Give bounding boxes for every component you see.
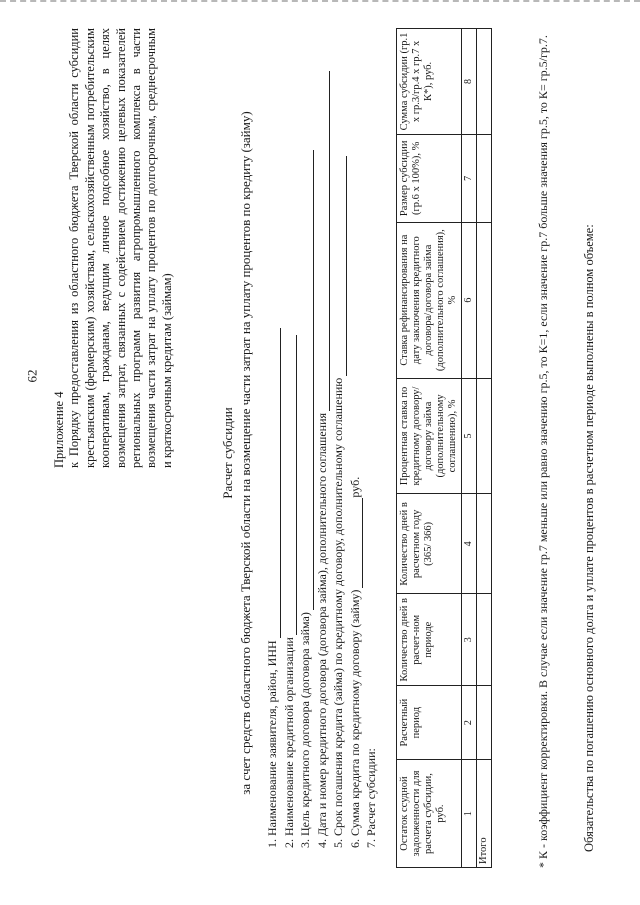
column-number: 4	[462, 494, 477, 594]
table-cell[interactable]	[477, 134, 492, 222]
fill-line[interactable]	[285, 335, 297, 635]
table-header-cell: Количество дней в расчетном году (365/ 366)	[397, 494, 462, 594]
obligations-statement: Обязательства по погашению основного долга и уплате процентов в расчетном периоде выполнены в полном объеме:	[582, 224, 596, 852]
field-label: 4. Дата и номер кредитного договора (договора займа), дополнительного соглашения	[314, 412, 329, 848]
table-header-row	[397, 29, 462, 868]
column-number: 2	[462, 686, 477, 760]
fill-line[interactable]	[335, 156, 347, 376]
table-number-row	[462, 29, 477, 868]
table-header-cell: Ставка рефинансирования на дату заключения кредитного договора/договора займа (дополнительного соглашения), %	[397, 222, 462, 378]
column-number: 3	[462, 594, 477, 686]
table-header-cell: Остаток ссудной задолженности для расчета субсидии, руб.	[397, 760, 462, 868]
table-header-cell: Размер субсидии (гр.6 х 100%), %	[397, 134, 462, 222]
table-header-cell: Процентная ставка по кредитному договору/договору займа (дополнительному соглашению), %	[397, 378, 462, 494]
column-number: 7	[462, 134, 477, 222]
field-label: 3. Цель кредитного договора (договора займа)	[298, 612, 312, 848]
table-cell[interactable]	[477, 494, 492, 594]
field-credit-amount	[347, 28, 364, 848]
page-top-edge	[0, 0, 640, 3]
field-suffix: руб.	[347, 476, 362, 498]
field-label: 6. Сумма кредита по кредитному договору (займу)	[347, 589, 362, 848]
column-number: 5	[462, 378, 477, 494]
rotated-page-content	[52, 28, 612, 878]
form-fields	[264, 28, 380, 848]
field-label: 7. Расчет субсидии:	[364, 748, 378, 848]
page-number: 62	[24, 369, 40, 383]
table-total-row	[477, 29, 492, 868]
footnote: * К - коэффициент корректировки. В случае если значение гр.7 меньше или равно значению гр.5, то К=1, если значение гр.7 больше значения гр.5, то К= гр.5/гр.7.	[536, 35, 550, 868]
appendix-heading: Приложение 4	[52, 391, 66, 468]
column-number: 1	[462, 760, 477, 868]
subsidy-table	[396, 28, 492, 868]
table-cell[interactable]	[477, 378, 492, 494]
field-label: 5. Срок погашения кредита (займа) по кредитному договору, дополнительному соглашению	[331, 377, 345, 848]
table-cell[interactable]	[477, 29, 492, 135]
total-label: Итого	[477, 760, 492, 868]
appendix-block	[52, 28, 175, 468]
document-title: Расчет субсидии	[220, 407, 235, 499]
document-subtitle: за счет средств областного бюджета Тверской области на возмещение части затрат на уплату процентов по кредиту (займу)	[238, 111, 253, 795]
field-purpose	[297, 28, 314, 848]
table-cell[interactable]	[477, 594, 492, 686]
column-number: 8	[462, 29, 477, 135]
table-header-cell: Сумма субсидии (гр.1 х гр.3/гр.4 х гр.7 х К*), руб.	[397, 29, 462, 135]
field-calculation	[363, 28, 380, 848]
field-credit-org	[281, 28, 298, 848]
table-cell[interactable]	[477, 222, 492, 378]
table-header-cell: Количество дней в расчет-ном периоде	[397, 594, 462, 686]
column-number: 6	[462, 222, 477, 378]
fill-line[interactable]	[269, 328, 281, 638]
fill-line[interactable]	[302, 150, 314, 610]
field-contract-date	[314, 28, 331, 848]
fill-line[interactable]	[351, 498, 363, 588]
table-cell[interactable]	[477, 686, 492, 760]
field-label: 2. Наименование кредитной организации	[281, 637, 296, 848]
table-header-cell: Расчетный период	[397, 686, 462, 760]
fill-line[interactable]	[318, 71, 330, 411]
appendix-text: к Порядку предоставления из областного бюджета Тверской области субсидии крестьянским (фермерским) хозяйствам, сельскохозяйственным потребительским кооперативам, гражданам, ведущим личное подсобное хозяйство, в целях возмещения затрат, связанных с содействием достижению целевых показателей региональных программ развития агропромышленного комплекса в части возмещения части затрат на уплату процентов по долгосрочным, среднесрочным и краткосрочным кредитам (займам)	[67, 28, 174, 468]
field-repayment-term	[330, 28, 347, 848]
field-applicant	[264, 28, 281, 848]
field-label: 1. Наименование заявителя, район, ИНН	[265, 640, 279, 848]
